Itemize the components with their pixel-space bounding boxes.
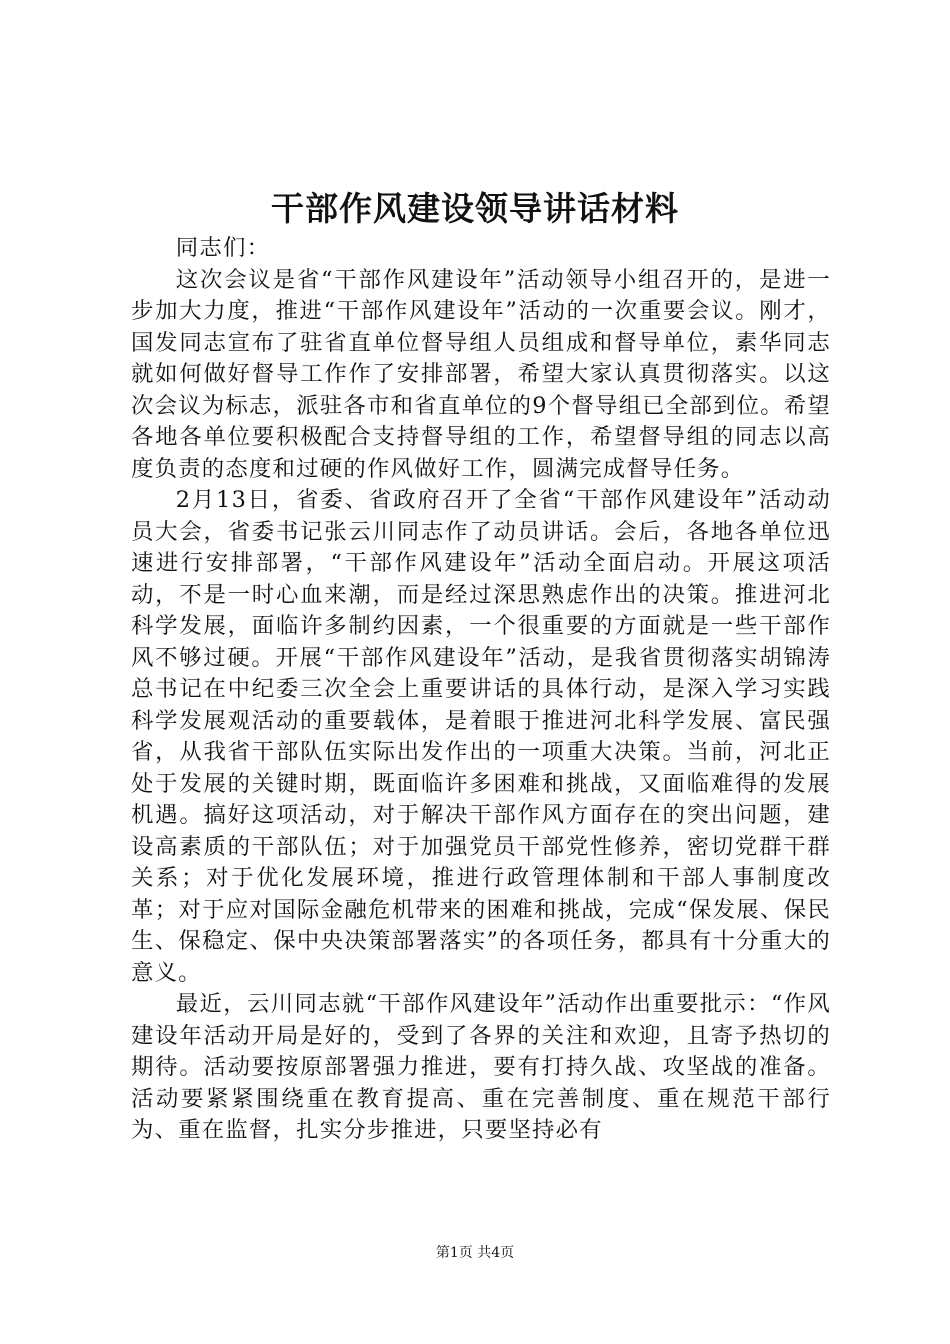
paragraph-1: 这次会议是省“干部作风建设年”活动领导小组召开的，是进一步加大力度，推进“干部作风建设年”活动的一次重要会议。刚才，国发同志宣布了驻省直单位督导组人员组成和督导单位，素华同志就如何做好督导工作作了安排部署，希望大家认真贯彻落实。以这次会议为标志，派驻各市和省直单位的9个督导组已全部到位。希望各地各单位要积极配合支持督导组的工作，希望督导组的同志以高度负责的态度和过硬的作风做好工作，圆满完成督导任务。 (131, 266, 831, 482)
paragraph-3: 最近，云川同志就“干部作风建设年”活动作出重要批示：“作风建设年活动开局是好的，受到了各界的关注和欢迎，且寄予热切的期待。活动要按原部署强力推进，要有打持久战、攻坚战的准备。活动要紧紧围绕重在教育提高、重在完善制度、重在规范干部行为、重在监督，扎实分步推进，只要坚持必有 (131, 991, 831, 1143)
document-body (131, 233, 831, 1147)
page-footer: 第1页 共4页 (435, 1245, 515, 1261)
document-title: 干部作风建设领导讲话材料 (271, 189, 679, 228)
salutation: 同志们： (175, 235, 271, 261)
paragraph-2: 2月13日，省委、省政府召开了全省“干部作风建设年”活动动员大会，省委书记张云川同志作了动员讲话。会后，各地各单位迅速进行安排部署，“干部作风建设年”活动全面启动。开展这项活动，不是一时心血来潮，而是经过深思熟虑作出的决策。推进河北科学发展，面临许多制约因素，一个很重要的方面就是一些干部作风不够过硬。开展“干部作风建设年”活动，是我省贯彻落实胡锦涛总书记在中纪委三次全会上重要讲话的具体行动，是深入学习实践科学发展观活动的重要载体，是着眼于推进河北科学发展、富民强省，从我省干部队伍实际出发作出的一项重大决策。当前，河北正处于发展的关键时期，既面临许多困难和挑战，又面临难得的发展机遇。搞好这项活动，对于解决干部作风方面存在的突出问题，建设高素质的干部队伍；对于加强党员干部党性修养，密切党群干群关系；对于优化发展环境，推进行政管理体制和干部人事制度改革；对于应对国际金融危机带来的困难和挑战，完成“保发展、保民生、保稳定、保中央决策部署落实”的各项任务，都具有十分重大的意义。 (131, 487, 831, 986)
